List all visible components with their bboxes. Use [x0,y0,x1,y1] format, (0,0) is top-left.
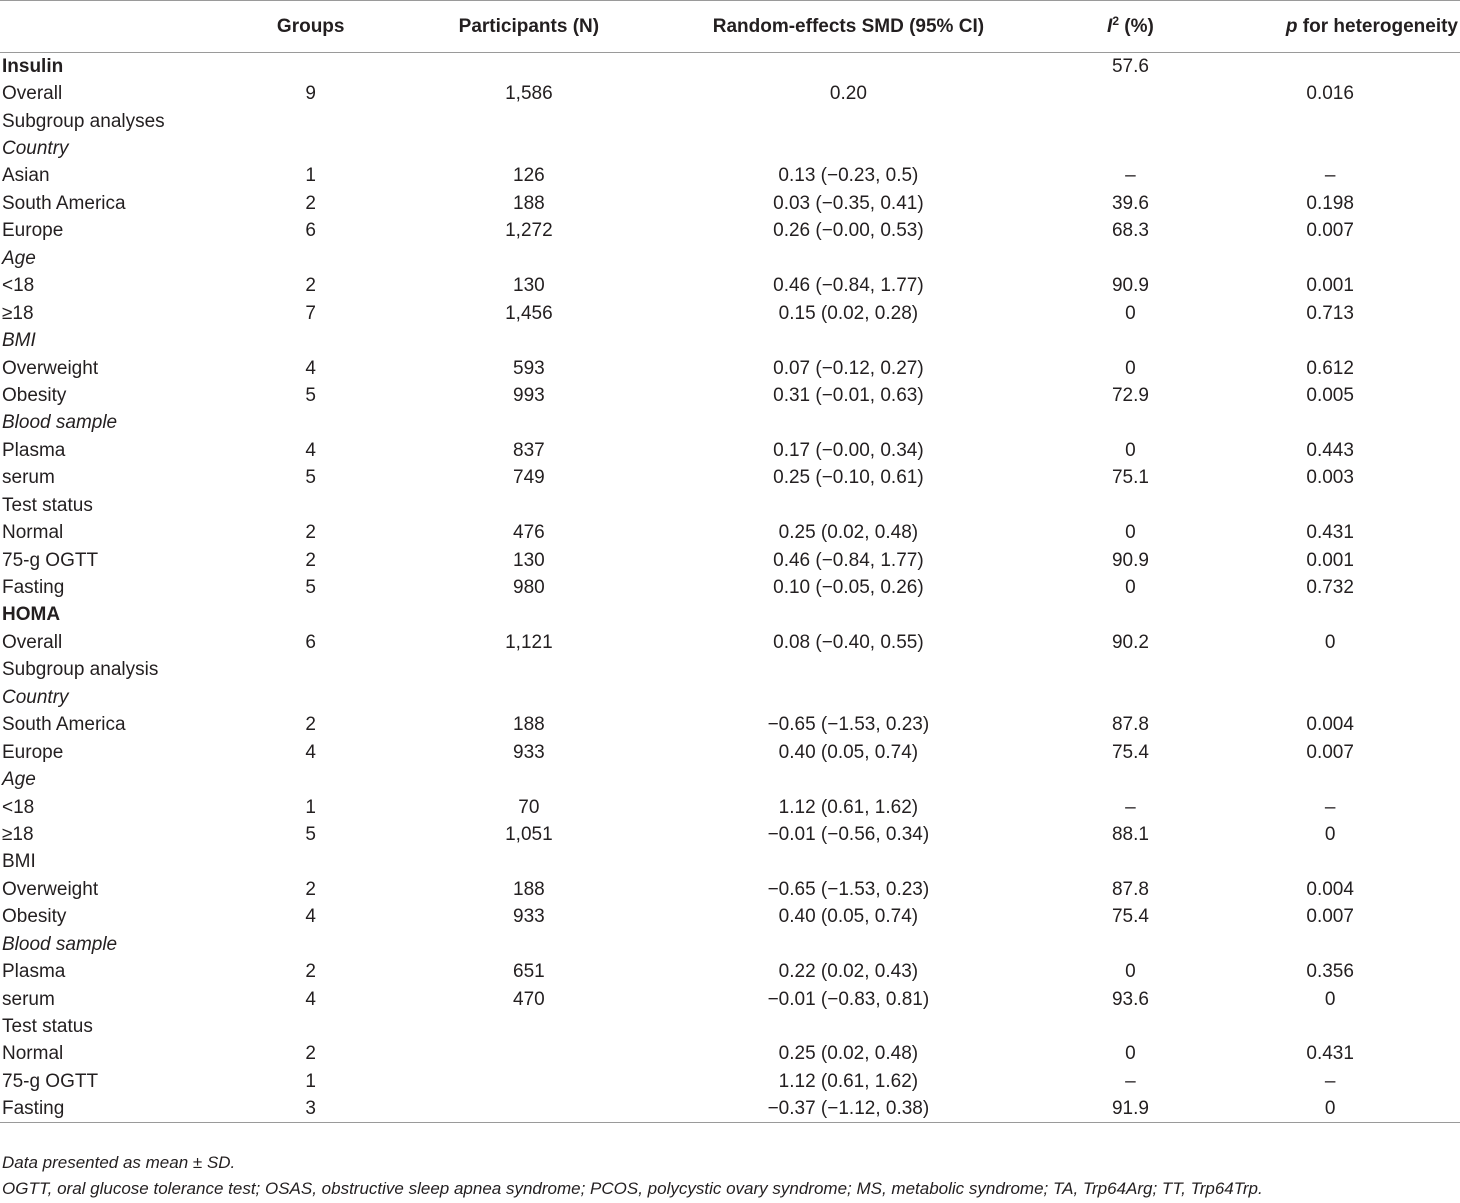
header-p-letter: p [1285,15,1298,37]
participants-cell [422,1040,637,1067]
groups-cell: 2 [305,275,316,297]
i2-cell: 39.6 [1111,192,1149,214]
smd-cell [636,107,1060,134]
table-row [0,793,1460,820]
table-row [0,738,1460,765]
participants-cell [422,931,637,958]
smd-cell: 0.25 (−0.10, 0.61) [773,467,924,489]
i2-cell [1061,931,1201,958]
row-label: Plasma [2,439,66,461]
table-row [0,299,1460,326]
table-row [0,217,1460,244]
p-cell [1200,409,1460,436]
groups-cell: 5 [305,467,316,489]
table-row [0,1068,1460,1095]
table-row [0,162,1460,189]
i2-cell [1061,409,1201,436]
participants-cell: 593 [513,357,545,379]
participants-cell [422,1013,637,1040]
row-label: Country [2,686,69,708]
i2-cell: 68.3 [1111,220,1149,242]
table-row [0,245,1460,272]
smd-cell: 0.46 (−0.84, 1.77) [773,275,924,297]
row-label: Europe [2,741,64,763]
smd-cell: 0.07 (−0.12, 0.27) [773,357,924,379]
row-label: Overall [2,631,63,653]
participants-cell: 651 [513,961,545,983]
row-label: Obesity [2,384,67,406]
p-cell [1200,135,1460,162]
smd-cell: 0.03 (−0.35, 0.41) [773,192,924,214]
p-cell [1200,766,1460,793]
table-row [0,190,1460,217]
groups-cell [200,135,422,162]
smd-cell [636,656,1060,683]
row-label: <18 [2,796,35,818]
table-row [0,711,1460,738]
smd-cell [636,766,1060,793]
groups-cell: 2 [305,522,316,544]
p-cell: 0 [1324,631,1336,653]
row-label: serum [2,467,55,489]
i2-cell [1061,327,1201,354]
participants-cell [422,1095,637,1122]
smd-cell: 0.17 (−0.00, 0.34) [773,439,924,461]
groups-cell: 2 [305,549,316,571]
table-row [0,107,1460,134]
smd-cell: 0.15 (0.02, 0.28) [778,302,919,324]
p-cell: 0.005 [1306,384,1354,406]
i2-cell: 57.6 [1111,55,1149,77]
groups-cell [200,107,422,134]
participants-cell: 980 [513,577,545,599]
row-label: BMI [2,330,36,352]
p-cell: 0.732 [1306,577,1354,599]
smd-cell [636,245,1060,272]
p-cell: 0.356 [1306,961,1354,983]
i2-cell: 0 [1125,357,1136,379]
i2-cell [1061,684,1201,711]
groups-cell [200,848,422,875]
participants-cell: 188 [513,714,545,736]
table-row [0,958,1460,985]
smd-cell: 1.12 (0.61, 1.62) [778,1070,919,1092]
participants-cell [422,107,637,134]
i2-cell: – [1125,796,1136,818]
smd-cell [636,848,1060,875]
participants-cell: 1,586 [505,83,553,105]
participants-cell: 933 [513,741,545,763]
participants-cell [422,601,637,628]
table-row [0,876,1460,903]
p-cell [1200,53,1460,80]
i2-cell [1061,848,1201,875]
groups-cell: 9 [305,83,316,105]
i2-cell: 0 [1125,1043,1136,1065]
participants-cell [422,766,637,793]
row-label: 75-g OGTT [2,549,99,571]
p-cell: – [1324,1070,1336,1092]
participants-cell: 70 [518,796,540,818]
row-label: Test status [2,494,93,516]
participants-cell: 476 [513,522,545,544]
i2-cell [1061,80,1201,107]
i2-cell: 72.9 [1111,384,1149,406]
participants-cell: 188 [513,878,545,900]
p-cell [1200,1013,1460,1040]
header-i2-unit: (%) [1119,15,1154,37]
row-label: Overall [2,83,63,105]
i2-cell [1061,107,1201,134]
groups-cell: 4 [305,741,316,763]
row-label: Age [2,769,36,791]
row-label: ≥18 [2,302,34,324]
groups-cell: 1 [305,165,316,187]
header-i2 [1061,1,1201,53]
p-cell: – [1324,165,1336,187]
header-empty [0,1,200,53]
row-label: Normal [2,1043,64,1065]
table-row [0,903,1460,930]
i2-cell: 87.8 [1111,878,1149,900]
row-label: BMI [2,851,36,873]
participants-cell [422,135,637,162]
table-row [0,409,1460,436]
header-p-heterogeneity [1200,1,1460,53]
i2-cell: 93.6 [1111,988,1149,1010]
i2-cell: – [1125,165,1136,187]
participants-cell [422,1068,637,1095]
table-header-row [0,1,1460,53]
participants-cell: 993 [513,384,545,406]
row-label: ≥18 [2,823,34,845]
i2-cell: 0 [1125,961,1136,983]
table-row [0,766,1460,793]
p-cell: 0.443 [1306,439,1354,461]
groups-cell: 4 [305,906,316,928]
footnote-data: Data presented as mean ± SD. [2,1153,236,1172]
p-cell [1200,684,1460,711]
table-row [0,821,1460,848]
i2-cell [1061,766,1201,793]
i2-cell: 0 [1125,302,1136,324]
table-row [0,656,1460,683]
table-row [0,80,1460,107]
row-label: <18 [2,275,35,297]
table-row [0,985,1460,1012]
table-row [0,684,1460,711]
row-label: HOMA [2,604,61,626]
row-label: Test status [2,1016,93,1038]
row-label: Normal [2,522,64,544]
i2-cell: 75.4 [1111,741,1149,763]
table-row [0,492,1460,519]
p-cell: 0.431 [1306,522,1354,544]
row-label: Insulin [2,55,64,77]
smd-cell: 0.40 (0.05, 0.74) [778,906,919,928]
row-label: Subgroup analysis [2,659,159,681]
row-label: Overweight [2,878,99,900]
smd-cell [636,492,1060,519]
smd-cell: 0.25 (0.02, 0.48) [778,522,919,544]
header-i2-letter: I [1107,15,1113,37]
header-smd: Random-effects SMD (95% CI) [636,1,1060,53]
smd-cell: 0.08 (−0.40, 0.55) [773,631,924,653]
smd-cell: 0.46 (−0.84, 1.77) [773,549,924,571]
groups-cell: 7 [305,302,316,324]
smd-cell: −0.01 (−0.83, 0.81) [767,988,930,1010]
groups-cell: 2 [305,1043,316,1065]
smd-cell: 1.12 (0.61, 1.62) [778,796,919,818]
row-label: 75-g OGTT [2,1070,99,1092]
i2-cell: 75.4 [1111,906,1149,928]
groups-cell: 6 [305,220,316,242]
groups-cell [200,492,422,519]
groups-cell: 1 [305,796,316,818]
participants-cell [422,656,637,683]
table-row [0,848,1460,875]
row-label: Asian [2,165,50,187]
row-label: Age [2,247,36,269]
participants-cell: 188 [513,192,545,214]
table-row [0,931,1460,958]
row-label: serum [2,988,55,1010]
i2-cell: 75.1 [1111,467,1149,489]
groups-cell [200,409,422,436]
p-cell: 0.001 [1306,549,1354,571]
groups-cell: 6 [305,631,316,653]
p-cell: 0 [1324,988,1336,1010]
p-cell [1200,848,1460,875]
p-cell: 0.431 [1306,1043,1354,1065]
p-cell: 0.003 [1306,467,1354,489]
header-p-rest: for heterogeneity [1297,15,1458,37]
i2-cell [1061,135,1201,162]
groups-cell: 3 [200,1095,422,1122]
participants-cell: 1,051 [505,823,553,845]
p-cell: 0 [1324,823,1336,845]
table-row [0,1095,1460,1122]
row-label: Obesity [2,906,67,928]
smd-cell: 0.20 [829,83,867,105]
i2-cell: 90.9 [1111,275,1149,297]
participants-cell: 470 [513,988,545,1010]
i2-cell: 91.9 [1061,1095,1201,1122]
i2-cell [1061,601,1201,628]
i2-cell [1061,1013,1201,1040]
footnote-abbreviations: OGTT, oral glucose tolerance test; OSAS, obstructive sleep apnea syndrome; PCOS, polycystic ovary syndrome; MS, metabolic syndrome; TA, Trp64Arg; TT, Trp64Trp. [2,1179,1263,1199]
smd-cell [636,409,1060,436]
table-row [0,1013,1460,1040]
groups-cell [200,53,422,80]
table-row [0,382,1460,409]
table-row [0,574,1460,601]
i2-cell [1061,492,1201,519]
table-body [0,53,1460,1123]
p-cell [1200,601,1460,628]
smd-cell: 0.31 (−0.01, 0.63) [773,384,924,406]
smd-cell: −0.65 (−1.53, 0.23) [767,714,930,736]
groups-cell: 5 [305,577,316,599]
row-label: Blood sample [2,412,118,434]
p-cell [1200,656,1460,683]
header-participants: Participants (N) [422,1,637,53]
participants-cell: 749 [513,467,545,489]
table-row [0,135,1460,162]
smd-cell [636,327,1060,354]
participants-cell [422,327,637,354]
row-label: South America [2,192,126,214]
i2-cell: 0 [1125,522,1136,544]
header-groups: Groups [200,1,422,53]
p-cell: – [1324,796,1336,818]
groups-cell: 5 [305,384,316,406]
participants-cell [422,409,637,436]
table-row [0,1040,1460,1067]
participants-cell [422,245,637,272]
i2-cell: – [1125,1070,1136,1092]
table-row [0,464,1460,491]
smd-cell [636,601,1060,628]
smd-cell [636,53,1060,80]
groups-cell [200,601,422,628]
p-cell: 0.007 [1306,906,1354,928]
participants-cell: 1,456 [505,302,553,324]
row-label: Overweight [2,357,99,379]
groups-cell: 2 [305,878,316,900]
smd-cell [636,135,1060,162]
groups-cell: 2 [305,961,316,983]
p-cell [1200,107,1460,134]
p-cell: 0.007 [1306,220,1354,242]
participants-cell [422,53,637,80]
row-label: Fasting [2,577,65,599]
i2-cell: 90.9 [1111,549,1149,571]
participants-cell: 130 [513,275,545,297]
smd-cell: −0.01 (−0.56, 0.34) [767,823,930,845]
groups-cell [200,1013,422,1040]
groups-cell [200,931,422,958]
p-cell: 0.001 [1306,275,1354,297]
smd-cell: 0.25 (0.02, 0.48) [778,1043,919,1065]
i2-cell: 88.1 [1111,823,1149,845]
p-cell: 0.612 [1306,357,1354,379]
groups-cell: 2 [305,714,316,736]
groups-cell [200,766,422,793]
smd-cell: 0.10 (−0.05, 0.26) [773,577,924,599]
table-row [0,327,1460,354]
row-label: Fasting [0,1095,200,1122]
smd-cell [636,1013,1060,1040]
p-cell: 0.004 [1306,878,1354,900]
groups-cell [200,245,422,272]
table-row [0,601,1460,628]
participants-cell: 837 [513,439,545,461]
p-cell: 0 [1200,1095,1460,1122]
table-footnotes [2,1150,1263,1203]
smd-cell: 0.26 (−0.00, 0.53) [773,220,924,242]
i2-cell: 0 [1125,439,1136,461]
participants-cell: 130 [513,549,545,571]
i2-cell [1061,656,1201,683]
i2-cell: 90.2 [1111,631,1149,653]
groups-cell [200,327,422,354]
smd-cell: −0.37 (−1.12, 0.38) [636,1095,1060,1122]
participants-cell [422,684,637,711]
table-row [0,629,1460,656]
p-cell [1200,492,1460,519]
smd-cell [636,931,1060,958]
participants-cell: 1,121 [505,631,553,653]
participants-cell: 1,272 [505,220,553,242]
row-label: Blood sample [2,933,118,955]
p-cell [1200,327,1460,354]
groups-cell: 2 [305,192,316,214]
p-cell: 0.713 [1306,302,1354,324]
table-row [0,437,1460,464]
smd-cell: −0.65 (−1.53, 0.23) [767,878,930,900]
groups-cell [200,656,422,683]
p-cell: 0.004 [1306,714,1354,736]
smd-cell: 0.22 (0.02, 0.43) [778,961,919,983]
groups-cell [200,684,422,711]
row-label: Europe [2,220,64,242]
i2-cell [1061,245,1201,272]
groups-cell: 4 [305,357,316,379]
table-row [0,546,1460,573]
p-cell: 0.198 [1306,192,1354,214]
groups-cell: 4 [305,439,316,461]
row-label: Plasma [2,961,66,983]
participants-cell [422,492,637,519]
p-cell: 0.016 [1306,83,1354,105]
row-label: Country [2,138,69,160]
p-cell: 0.007 [1306,741,1354,763]
smd-cell: 0.13 (−0.23, 0.5) [778,165,919,187]
table-row [0,354,1460,381]
i2-cell: 0 [1125,577,1136,599]
participants-cell [422,848,637,875]
groups-cell: 5 [305,823,316,845]
groups-cell: 4 [305,988,316,1010]
i2-cell: 87.8 [1111,714,1149,736]
row-label: South America [2,714,126,736]
smd-cell: 0.40 (0.05, 0.74) [778,741,919,763]
table-row [0,519,1460,546]
participants-cell: 933 [513,906,545,928]
table-row [0,53,1460,80]
p-cell [1200,931,1460,958]
header-i2-sup: 2 [1112,13,1119,28]
p-cell [1200,245,1460,272]
row-label: Subgroup analyses [2,110,165,132]
groups-cell: 1 [305,1070,316,1092]
participants-cell: 126 [513,165,545,187]
table-row [0,272,1460,299]
smd-cell [636,684,1060,711]
